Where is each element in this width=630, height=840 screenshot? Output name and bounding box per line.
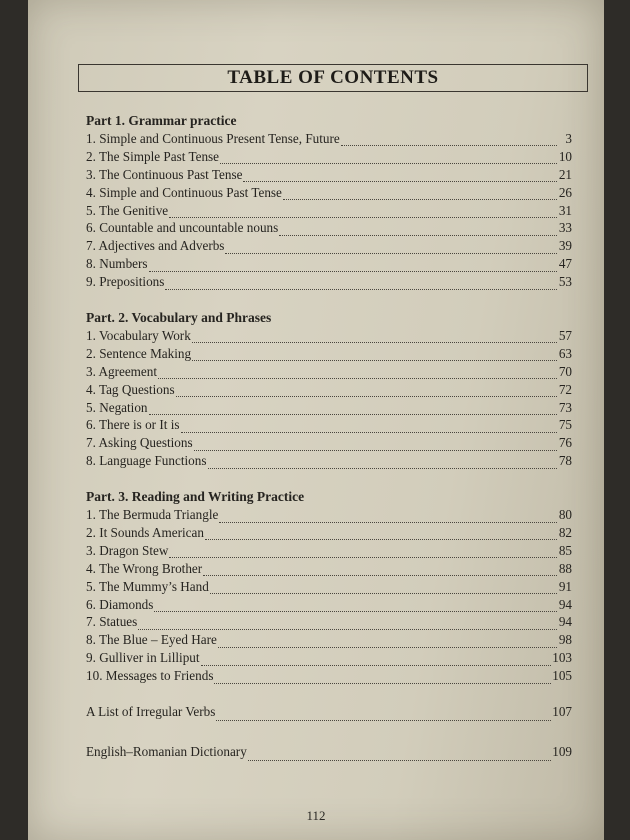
entry-page: 75	[558, 417, 572, 433]
entry-label: 5. The Mummy’s Hand	[86, 578, 209, 594]
entry-page: 82	[558, 525, 572, 541]
toc-entry[interactable]	[86, 524, 572, 542]
toc-entry[interactable]	[86, 237, 572, 255]
dot-leader	[341, 135, 557, 146]
toc-entry[interactable]	[86, 363, 572, 381]
entry-page: 105	[552, 668, 572, 684]
entry-page: 85	[558, 542, 572, 558]
entry-label: 6. There is or It is	[86, 417, 180, 433]
entry-label: 3. Dragon Stew	[86, 542, 169, 558]
toc-entry[interactable]	[86, 649, 572, 667]
entry-page: 73	[558, 399, 572, 415]
toc-entry[interactable]	[86, 560, 572, 578]
dot-leader	[194, 440, 557, 451]
entry-page: 33	[558, 220, 572, 236]
toc-entry[interactable]	[86, 452, 572, 470]
toc-entry[interactable]	[86, 743, 572, 763]
book-page	[28, 0, 604, 840]
part-1-section	[86, 112, 572, 291]
toc-entry[interactable]	[86, 202, 572, 220]
dot-leader	[192, 350, 557, 361]
part-heading: Part. 2. Vocabulary and Phrases	[86, 310, 272, 326]
entry-label: 6. Diamonds	[86, 596, 154, 612]
dot-leader	[154, 601, 557, 612]
entry-page: 76	[558, 435, 572, 451]
dot-leader	[220, 153, 557, 164]
entry-page: 39	[558, 238, 572, 254]
entry-page: 31	[558, 202, 572, 218]
dot-leader	[205, 529, 557, 540]
dot-leader	[169, 207, 557, 218]
entry-page: 98	[558, 632, 572, 648]
toc-entry[interactable]	[86, 166, 572, 184]
toc-entry[interactable]	[86, 578, 572, 596]
dot-leader	[201, 655, 552, 666]
toc-entry[interactable]	[86, 703, 572, 723]
entry-label: 10. Messages to Friends	[86, 668, 214, 684]
toc-entry[interactable]	[86, 667, 572, 685]
part-3-section	[86, 488, 572, 685]
entry-label: 8. Numbers	[86, 256, 148, 272]
dot-leader	[203, 565, 557, 576]
entry-page: 53	[558, 274, 572, 290]
title-box	[78, 64, 588, 92]
entry-page: 80	[558, 507, 572, 523]
entry-page: 107	[552, 704, 572, 720]
entry-label: A List of Irregular Verbs	[86, 704, 216, 720]
dot-leader	[208, 458, 558, 469]
entry-label: 6. Countable and uncountable nouns	[86, 220, 279, 236]
dot-leader	[149, 261, 557, 272]
entry-label: 3. The Continuous Past Tense	[86, 166, 243, 182]
dot-leader	[279, 225, 557, 236]
dot-leader	[165, 279, 557, 290]
entry-label: English–Romanian Dictionary	[86, 744, 247, 760]
entry-page: 72	[558, 381, 572, 397]
entry-label: 2. It Sounds American	[86, 525, 204, 541]
entry-label: 8. Language Functions	[86, 453, 207, 469]
dot-leader	[192, 332, 557, 343]
entry-page: 70	[558, 363, 572, 379]
toc-entry[interactable]	[86, 130, 572, 148]
entry-label: 1. The Bermuda Triangle	[86, 507, 219, 523]
toc-entry[interactable]	[86, 542, 572, 560]
toc-entry[interactable]	[86, 255, 572, 273]
entry-page: 21	[558, 166, 572, 182]
part-heading: Part. 3. Reading and Writing Practice	[86, 489, 305, 505]
entry-label: 2. Sentence Making	[86, 345, 192, 361]
appendix-section	[86, 703, 572, 763]
entry-label: 1. Simple and Continuous Present Tense, Future	[86, 131, 340, 146]
entry-page: 63	[558, 345, 572, 361]
toc-entry[interactable]	[86, 148, 572, 166]
dot-leader	[214, 673, 551, 684]
entry-label: 9. Gulliver in Lilliput	[86, 650, 200, 666]
entry-page: 78	[558, 453, 572, 469]
toc-entry[interactable]	[86, 219, 572, 237]
entry-page: 10	[558, 148, 572, 164]
dot-leader	[181, 422, 557, 433]
toc-entry[interactable]	[86, 184, 572, 202]
toc-entry[interactable]	[86, 273, 572, 291]
dot-leader	[216, 710, 551, 721]
entry-label: 7. Asking Questions	[86, 435, 193, 451]
entry-page: 94	[558, 614, 572, 630]
entry-label: 4. The Wrong Brother	[86, 560, 203, 576]
toc-entry[interactable]	[86, 345, 572, 363]
page-title: TABLE OF CONTENTS	[227, 67, 439, 88]
table-of-contents	[86, 112, 572, 763]
page-number: 112	[306, 808, 326, 823]
entry-page: 103	[552, 650, 572, 666]
entry-page: 109	[552, 744, 572, 760]
toc-entry[interactable]	[86, 399, 572, 417]
toc-entry[interactable]	[86, 506, 572, 524]
entry-label: 9. Prepositions	[86, 274, 165, 290]
entry-label: 7. Adjectives and Adverbs	[86, 238, 225, 254]
entry-page: 94	[558, 596, 572, 612]
entry-label: 2. The Simple Past Tense	[86, 148, 220, 164]
entry-page: 57	[558, 328, 572, 344]
dot-leader	[219, 512, 557, 523]
toc-entry[interactable]	[86, 596, 572, 614]
entry-label: 7. Statues	[86, 614, 138, 630]
entry-page: 26	[558, 184, 572, 200]
entry-page: 88	[558, 560, 572, 576]
dot-leader	[158, 368, 557, 379]
entry-label: 8. The Blue – Eyed Hare	[86, 632, 217, 648]
dot-leader	[225, 243, 557, 254]
dot-leader	[248, 750, 551, 761]
toc-entry[interactable]	[86, 381, 572, 399]
entry-label: 4. Simple and Continuous Past Tense	[86, 184, 282, 200]
entry-label: 1. Vocabulary Work	[86, 328, 191, 344]
dot-leader	[218, 637, 557, 648]
toc-entry[interactable]	[86, 434, 572, 452]
toc-entry[interactable]	[86, 631, 572, 649]
part-heading: Part 1. Grammar practice	[86, 113, 237, 128]
entry-label: 5. The Genitive	[86, 202, 169, 218]
toc-entry[interactable]	[86, 327, 572, 345]
entry-page: 91	[558, 578, 572, 594]
dot-leader	[283, 189, 557, 200]
entry-page: 47	[558, 256, 572, 272]
entry-label: 5. Negation	[86, 399, 148, 415]
dot-leader	[138, 619, 557, 630]
dot-leader	[149, 404, 557, 415]
dot-leader	[176, 386, 557, 397]
entry-label: 3. Agreement	[86, 363, 158, 379]
part-2-section	[86, 309, 572, 470]
dot-leader	[243, 171, 557, 182]
dot-leader	[210, 583, 557, 594]
dot-leader	[169, 547, 557, 558]
toc-entry[interactable]	[86, 416, 572, 434]
entry-label: 4. Tag Questions	[86, 381, 175, 397]
entry-page: 3	[565, 131, 572, 146]
toc-entry[interactable]	[86, 613, 572, 631]
